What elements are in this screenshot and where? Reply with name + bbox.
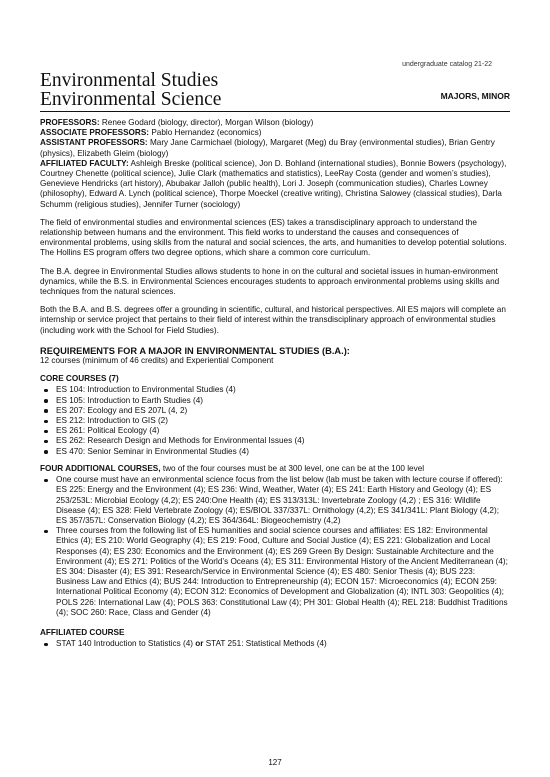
list-item: One course must have an environmental science focus from the list below (lab must be taken with lecture course if offered): ES 225: Energy and the Environment (4); ES 236: Wind, Weather, Water (4); ES 241: Earth History and Geology (4); ES 253/253L: Microbial Ecology (4,2); ES 240:One Health (4); ES 313/313L: Invertebrate Zoology (4,2) ; ES 316: Wildlife Disease (4); ES 328: Field Vertebrate Zoology (4); ES/BIOL 337/337L: Ornithology (4,2); ES 341/341L: Plant Biology (4,2); ES 357/357L: Conservation Biology (4,2); ES 364/364L: Biogeochemistry (4,2) [40,475,510,526]
page-title-environmental-studies: Environmental Studies [40,70,219,91]
affiliated-course-a: STAT 140 Introduction to Statistics (4) [56,639,196,649]
faculty-names: Pablo Hernandez (economics) [151,128,262,138]
list-item: Three courses from the following list of ES humanities and social science courses and affiliates: ES 182: Environmental Ethics (4); ES 210: World Geography (4); ES 219: Food, Culture and Social Justice (4); ES 221: Globalization and Local Responses (4); ES 230: Economics and the Environment (4); ES 269 Green By Design: Sustainable Architecture and the Environment (4); ES 271: Politics of the World’s Oceans (4); ES 311: Environmental History of the Ancient Mediterranean (4); ES 304: Disaster (4); ES 391: Research/Service in Environmental Science (4); ES 480: Senior Thesis (4); BUS 223: Business Law and Ethics (4); BUS 244: Introduction to Entrepreneurship (4); ECON 157: Microeconomics (4); ECON 259: International Political Economy (4); ECON 312: Economics of Development and Globalization (4); INTL 303: Geopolitics (4); POLS 226: International Law (4); POLS 363: Constitutional Law (4); PH 301: Global Health (4); REL 218: Buddhist Traditions (4); SOC 260: Race, Class and Gender (4) [40,526,510,618]
list-item: ES 104: Introduction to Environmental Studies (4) [40,385,510,395]
list-item: ES 207: Ecology and ES 207L (4, 2) [40,406,510,416]
title-rule [40,111,510,112]
intro-paragraph-3: Both the B.A. and B.S. degrees offer a grounding in scientific, cultural, and historical perspectives. All ES majors will complete an internship or service project that pertains to their field of interest within the transdisciplinary approach of environmental studies (including work with the School for Field Studies). [40,305,506,335]
major-ba-heading: REQUIREMENTS FOR A MAJOR IN ENVIRONMENTAL STUDIES (B.A.): [40,345,350,356]
faculty-professors [40,118,510,128]
faculty-names: Mary Jane Carmichael (biology), Margaret (Meg) du Bray (environmental studies), Brian Gentry (physics), Elizabeth Gleim (biology) [40,138,495,158]
intro-paragraph-1: The field of environmental studies and environmental sciences (ES) takes a transdisciplinary approach to understand the relationship between humans and the environment. This field works to understand the causes and consequences of environmental problems, using skills from the natural and social sciences, the arts, and humanities to develop potential solutions. The Hollins ES program offers two degree options, which share a common core curriculum. [40,217,507,258]
faculty-associate-professors [40,128,510,138]
core-courses-heading: CORE COURSES (7) [40,374,119,384]
faculty-label: ASSISTANT PROFESSORS: [40,138,148,148]
core-courses-list [40,385,510,456]
list-item [40,639,510,649]
main-content [40,118,510,656]
faculty-names: Renee Godard (biology, director), Morgan Wilson (biology) [101,118,314,127]
major-ba-subheading: 12 courses (minimum of 46 credits) and Experiential Component [40,356,274,366]
title-line-2: Environmental Science [40,89,222,110]
additional-courses-list [40,475,510,618]
list-item: ES 261: Political Ecology (4) [40,426,510,436]
program-types-label: MAJORS, MINOR [440,91,510,101]
affiliated-course-b: STAT 251: Statistical Methods (4) [203,639,327,649]
affiliated-or: or [195,639,204,649]
intro-paragraph-2: The B.A. degree in Environmental Studies allows students to hone in on the cultural and societal issues in human-environment dynamics, while the B.S. in Environmental Sciences encourages students to approach environmental problems using skills and techniques from the natural sciences. [40,266,500,297]
affiliated-course-heading: AFFILIATED COURSE [40,627,125,637]
faculty-names: Ashleigh Breske (political science), Jon D. Bohland (international studies), Bonnie Bowers (psychology), Courtney Chenette (political science), Julie Clark (mathematics and statistics), LeeRay Costa (gender and women’s studies), Genevieve Hendricks (art history), Abubakar Jalloh (public health), Lori J. Joseph (communication studies), Charles Lowney (philosophy), Edward A. Lynch (political science), Thorpe Moeckel (creative writing), Christina Salowey (classical studies), Darla Schumm (religious studies), Jennifer Turner (sociology) [40,158,507,209]
page-title-environmental-science [40,89,510,110]
catalog-label: undergraduate catalog 21-22 [402,61,492,68]
affiliated-course-list [40,639,510,649]
list-item: ES 212: Introduction to GIS (2) [40,416,510,426]
additional-courses-note: two of the four courses must be at 300 level, one can be at the 100 level [160,463,425,473]
list-item: ES 262: Research Design and Methods for Environmental Issues (4) [40,436,510,446]
list-item: ES 470: Senior Seminar in Environmental Studies (4) [40,447,510,457]
additional-courses-label: FOUR ADDITIONAL COURSES, [40,463,161,473]
page-number: 127 [268,758,282,767]
faculty-label: AFFILIATED FACULTY: [40,158,129,168]
additional-courses-heading [40,464,510,474]
faculty-label: ASSOCIATE PROFESSORS: [40,128,150,138]
faculty-label: PROFESSORS: [40,118,100,127]
list-item: ES 105: Introduction to Earth Studies (4) [40,396,510,406]
faculty-affiliated [40,159,510,210]
faculty-list [40,118,510,210]
faculty-assistant-professors [40,138,510,158]
